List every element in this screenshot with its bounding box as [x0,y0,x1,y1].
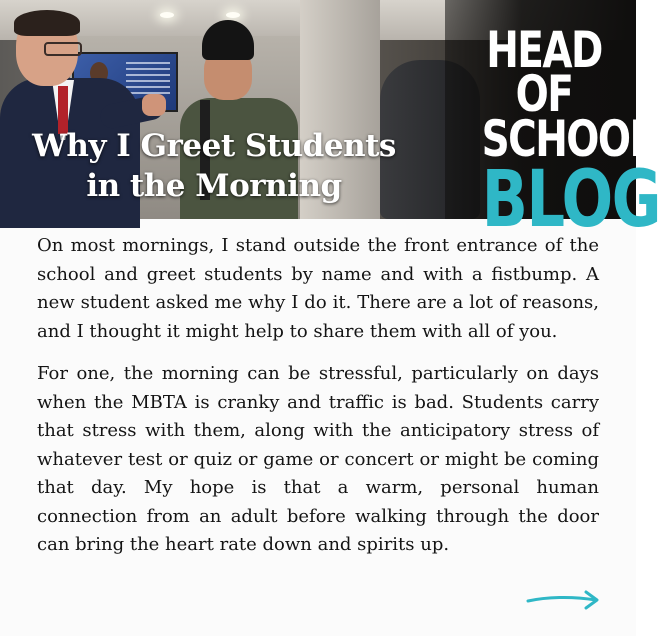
ceiling-light [160,12,174,18]
brand-line-school: SCHOOL [481,110,653,168]
brand-line-blog: BLOG [481,155,660,245]
post-title-line2: in the Morning [86,168,342,204]
paragraph-1: On most mornings, I stand outside the front entrance of the school and greet students by name and with a fistbump. A new student asked me why I do it. There are a lot of reasons, and I thought it might help to share them with all of you. [37,235,599,342]
glasses [44,42,82,56]
post-title [18,126,410,206]
blog-brand-logo [464,21,660,245]
arrow-shaft [528,597,596,601]
beanie [202,20,254,60]
arrow-right-icon[interactable] [526,588,602,612]
hero-photo [0,0,660,245]
post-body [37,232,599,574]
fistbump [142,94,166,116]
hair [14,10,80,36]
post-title-line1: Why I Greet Students [32,128,396,164]
brand-line-head-of: HEAD OF [486,21,602,123]
ceiling-light [226,12,240,18]
paragraph-2: For one, the morning can be stressful, particularly on days when the MBTA is cranky and traffic is bad. Students carry that stress with them, along with the anticipatory stress of whatever test or quiz or game or concert or might be coming that day. My hope is that a warm, personal human connection from an adult before walking through the door can bring the heart rate down and spirits up. [37,363,599,555]
